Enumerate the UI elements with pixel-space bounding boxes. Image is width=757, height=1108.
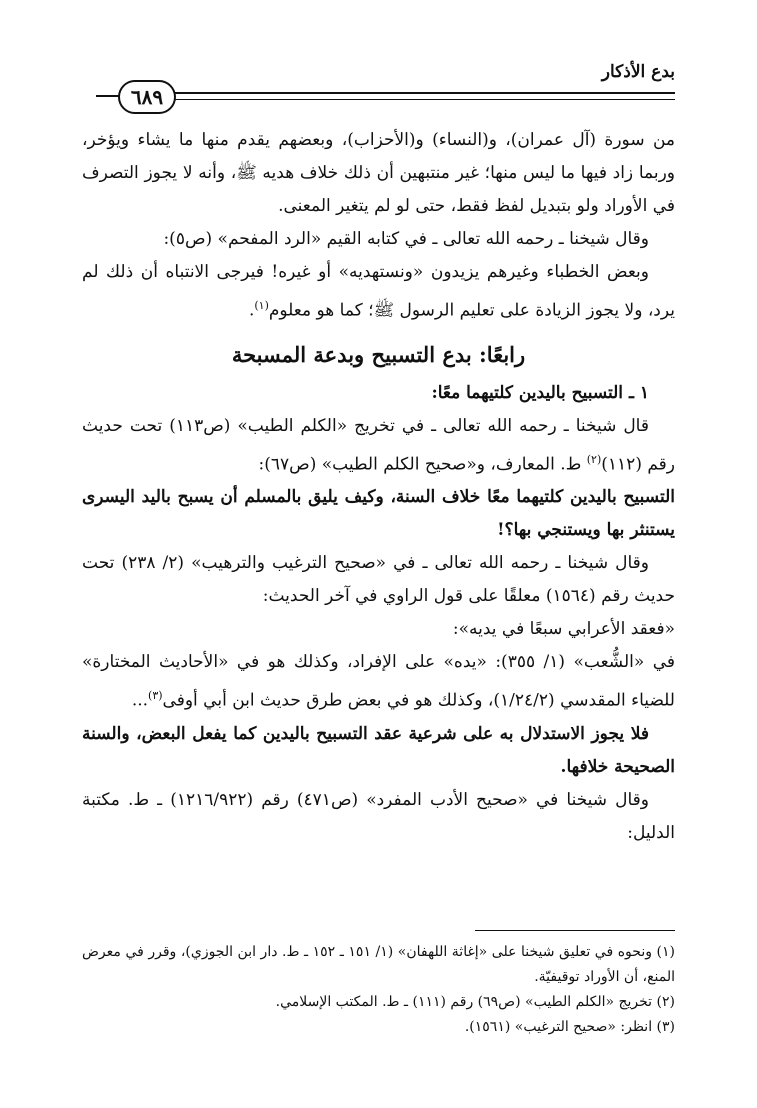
paragraph-5: التسبيح باليدين كلتيهما معًا خلاف السنة، وكيف يليق بالمسلم أن يسبح باليد اليسرى يستنثر بها ويستنجي بها؟! bbox=[82, 487, 675, 541]
running-title: بدع الأذكار bbox=[601, 62, 675, 82]
paragraph-10: وقال شيخنا في «صحيح الأدب المفرد» (ص٤٧١) رقم (١٢١٦/٩٢٢) ـ ط. مكتبة الدليل: bbox=[82, 789, 675, 843]
paragraph-4-end: ط. المعارف، و«صحيح الكلم الطيب» (ص٦٧): bbox=[258, 454, 587, 475]
footnote-3: (٣) انظر: «صحيح الترغيب» (١٥٦١). bbox=[464, 1019, 675, 1035]
paragraph-4 bbox=[82, 410, 675, 482]
footnote-separator bbox=[475, 930, 675, 931]
paragraph-8 bbox=[82, 646, 675, 718]
paragraph-2: وقال شيخنا ـ رحمه الله تعالى ـ في كتابه القيم «الرد المفحم» (ص٥): bbox=[163, 229, 649, 249]
header-rule-bottom bbox=[172, 99, 675, 100]
paragraph-4-text: قال شيخنا ـ رحمه الله تعالى ـ في تخريج «الكلم الطيب» (ص١١٣) تحت حديث رقم (١١٢) bbox=[82, 415, 675, 475]
footnote-1: (١) ونحوه في تعليق شيخنا على «إغاثة اللهفان» (١/ ١٥١ ـ ١٥٢ ـ ط. دار ابن الجوزي)، وقرر في معرض المنع، أن الأوراد توقيفيّة. bbox=[82, 944, 675, 985]
paragraph-3: وبعض الخطباء وغيرهم يزيدون «ونستهديه» أو غيره! فيرجى الانتباه أن ذلك لم يرد، ولا يجوز الزيادة على تعليم الرسول ﷺ؛ كما هو معلوم$^{(١)}$. bbox=[82, 262, 675, 321]
section-heading: رابعًا: بدع التسبيح وبدعة المسبحة bbox=[231, 341, 526, 367]
paragraph-7: «فعقد الأعرابي سبعًا في يديه»: bbox=[452, 619, 675, 640]
paragraph-8-text: في «الشُّعب» (١/ ٣٥٥): «يده» على الإفراد، وكذلك هو في «الأحاديث المختارة» للضياء المقدسي (١/٢٤/٢)، وكذلك هو في بعض طرق حديث ابن أبي أوفى bbox=[82, 652, 675, 711]
footnotes bbox=[82, 940, 675, 1040]
paragraph-3-text: وبعض الخطباء وغيرهم يزيدون «ونستهديه» أو غيره! فيرجى الانتباه أن ذلك لم يرد، ولا يجوز الزيادة على تعليم الرسول ﷺ؛ كما هو معلوم bbox=[82, 262, 675, 321]
paragraph-1: من سورة (آل عمران)، و(النساء) و(الأحزاب)، وبعضهم يقدم منها ما يشاء ويؤخر، وربما زاد فيها ما ليس منها؛ غير منتبهين أن ذلك خلاف هديه ﷺ، وأنه لا يجوز التصرف في الأوراد ولو بتبديل لفظ فقط، حتى لو لم يتغير المعنى. bbox=[82, 130, 675, 216]
footnote-2: (٢) تخريج «الكلم الطيب» (ص٦٩) رقم (١١١) ـ ط. المكتب الإسلامي. bbox=[275, 994, 675, 1010]
footnote-ref-2: (٢) bbox=[586, 452, 602, 466]
header-rule-top bbox=[172, 92, 675, 94]
footnote-ref-1: (١) bbox=[254, 299, 269, 312]
sub-heading-1: ١ ـ التسبيح باليدين كلتيهما معًا: bbox=[431, 382, 649, 403]
page-number: ٦٨٩ bbox=[118, 80, 176, 114]
header-rule-left bbox=[96, 95, 120, 97]
footnote-ref-3: (٣) bbox=[148, 689, 163, 703]
page-header bbox=[96, 58, 675, 118]
paragraph-6: وقال شيخنا ـ رحمه الله تعالى ـ في «صحيح الترغيب والترهيب» (٢/ ٢٣٨) تحت حديث رقم (١٥٦٤) معلقًا على قول الراوي في آخر الحديث: bbox=[82, 553, 675, 607]
page-body bbox=[82, 124, 675, 850]
paragraph-8-end: ... bbox=[131, 690, 149, 711]
paragraph-9: فلا يجوز الاستدلال به على شرعية عقد التسبيح باليدين كما يفعل البعض، والسنة الصحيحة خلافها. bbox=[82, 723, 675, 777]
